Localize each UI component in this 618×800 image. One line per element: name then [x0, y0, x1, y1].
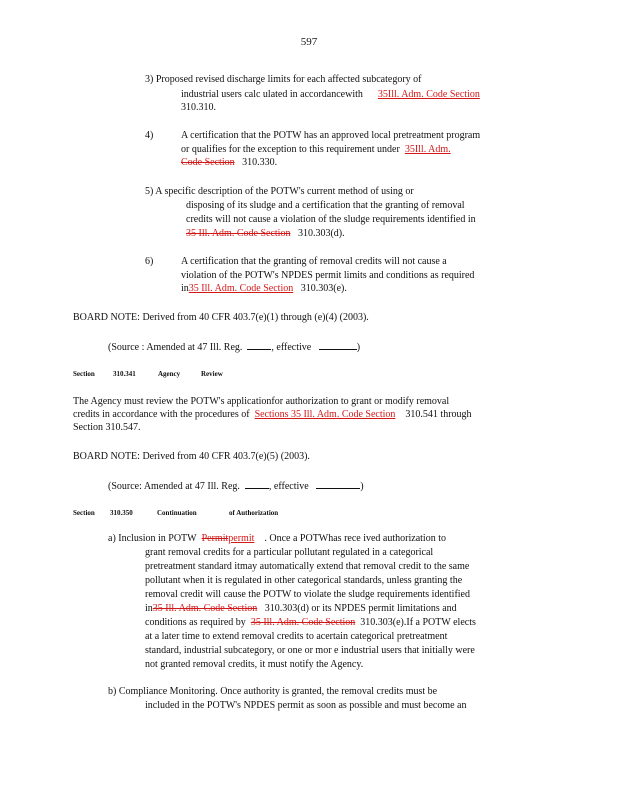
item3-line1: 3) Proposed revised discharge limits for each affected subcategory of: [145, 74, 422, 85]
item-a-line5: removal credit will cause the POTW to violate the sludge requirements identified: [145, 589, 470, 600]
item-b-line2: included in the POTW's NPDES permit as soon as possible and must become an: [145, 700, 467, 711]
deleted-citation: 35Ill. Adm. Code Section: [377, 89, 480, 100]
item4-line3-text: 310.330.: [242, 157, 278, 168]
item-a-line7-text: conditions as required by: [145, 617, 246, 628]
inserted-word: permit: [228, 533, 255, 544]
item-a-line1-rest: . Once a POTWhas rece ived authorization to: [264, 533, 446, 544]
inserted-citation: 35 Ill. Adm. Code Section: [188, 283, 294, 294]
section-341-line2-section: 310.541 through: [405, 409, 472, 420]
item-a-line6-rest: 310.303(d) or its NPDES permit limitations and: [264, 603, 457, 614]
item-a-line9: standard, industrial subcategory, or one or mor e industrial users that initially were: [145, 645, 475, 656]
item-a-line1-text: a) Inclusion in POTW: [108, 533, 197, 544]
item-a-line3: pretreatment standard itmay automatically extend that removal credit to the same: [145, 561, 470, 572]
item3-line2-text: industrial users calc ulated in accordancewith: [181, 89, 363, 100]
section-350-label: Section: [73, 509, 95, 517]
item5-line4: [186, 228, 345, 240]
item6-line3: [181, 283, 347, 295]
source-note-2-close: ): [360, 481, 364, 492]
item-b-line1: b) Compliance Monitoring. Once authority is granted, the removal credits must be: [108, 686, 438, 697]
item3-line3: 310.310.: [181, 102, 216, 113]
item6-number: 6): [145, 256, 154, 267]
deleted-citation: 35 Ill. Adm. Code Section: [152, 603, 258, 614]
source-note-2: [108, 479, 364, 493]
item5-line4-text: 310.303(d).: [297, 228, 345, 239]
item5-line1: 5) A specific description of the POTW's current method of using or: [145, 186, 414, 197]
inserted-citation: 35Ill. Adm.: [404, 144, 451, 155]
item-a-line10: not granted removal credits, it must notify the Agency.: [145, 659, 364, 670]
item-a-line6: [145, 603, 457, 615]
section-341-line3: Section 310.547.: [73, 422, 141, 433]
item-a-line4: pollutant when it is regulated in other categorical standards, unless granting the: [145, 575, 463, 586]
source-note-1-close: ): [356, 342, 361, 353]
item4-line2: [181, 144, 451, 156]
inserted-citation: Sections 35 Ill. Adm. Code Section: [254, 409, 396, 420]
page-number: 597: [300, 36, 318, 48]
blank-line: [319, 340, 357, 350]
section-341-line2: [73, 409, 472, 421]
deleted-word: Permit: [201, 533, 229, 544]
board-note-1: BOARD NOTE: Derived from 40 CFR 403.7(e)(1) through (e)(4) (2003).: [73, 312, 369, 323]
section-341-label: Section: [73, 370, 95, 378]
item3-line2: [181, 89, 480, 101]
item-a-line6-text: in: [145, 603, 153, 614]
item4-line2-text: or qualifies for the exception to this requirement under: [181, 144, 400, 155]
item6-line3-text: in: [181, 283, 189, 294]
section-341-number: 310.341: [113, 370, 136, 378]
deleted-citation: Code Section: [181, 157, 235, 168]
section-341-title-2: Review: [201, 370, 223, 378]
source-note-1-effective: , effective: [271, 342, 312, 353]
source-note-1: [108, 340, 360, 354]
board-note-2: BOARD NOTE: Derived from 40 CFR 403.7(e)(5) (2003).: [73, 451, 310, 462]
item-a-line7: [145, 617, 476, 629]
blank-line: [245, 479, 269, 489]
section-350-number: 310.350: [110, 509, 133, 517]
source-note-2-text: (Source: Amended at 47 Ill. Reg.: [108, 481, 240, 492]
blank-line: [316, 479, 360, 489]
item5-line2: disposing of its sludge and a certification that the granting of removal: [186, 200, 465, 211]
item6-line2: violation of the POTW's NPDES permit limits and conditions as required: [181, 270, 475, 281]
item-a-line7-rest: 310.303(e).If a POTW elects: [360, 617, 476, 628]
section-350-title-2: of Authorization: [229, 509, 279, 517]
section-341-line1: The Agency must review the POTW's applicationfor authorization to grant or modify removal: [73, 396, 450, 407]
blank-line: [247, 340, 271, 350]
item-a-line8: at a later time to extend removal credits to acertain categorical pretreatment: [145, 631, 448, 642]
item4-line1: A certification that the POTW has an approved local pretreatment program: [181, 130, 481, 141]
item5-line3: credits will not cause a violation of the sludge requirements identified in: [186, 214, 476, 225]
item4-line3: [181, 157, 277, 169]
deleted-citation: 35 Ill. Adm. Code Section: [186, 228, 291, 239]
section-350-title-1: Continuation: [157, 509, 197, 517]
source-note-2-effective: , effective: [268, 481, 309, 492]
section-341-line2-text: credits in accordance with the procedures of: [73, 409, 250, 420]
source-note-1-text: (Source : Amended at 47 Ill. Reg.: [108, 342, 243, 353]
item-a-line2: grant removal credits for a particular pollutant regulated in a categorical: [145, 547, 434, 558]
item4-number: 4): [145, 130, 154, 141]
deleted-citation: 35 Ill. Adm. Code Section: [250, 617, 356, 628]
item6-line1: A certification that the granting of removal credits will not cause a: [181, 256, 447, 267]
item-a-line1: [108, 533, 446, 545]
item6-line3-section: 310.303(e).: [300, 283, 347, 294]
section-341-title-1: Agency: [158, 370, 181, 378]
